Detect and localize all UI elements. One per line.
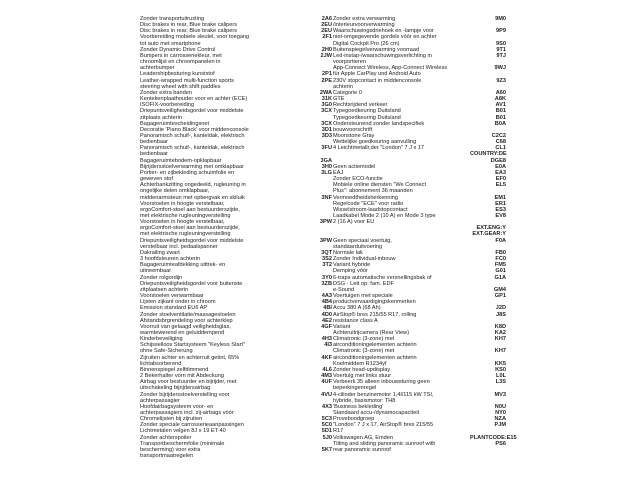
- left-option-label: Driepuntsveiligheidsgordel voor middelste: [140, 237, 244, 244]
- right-option-code: F0A: [495, 237, 506, 244]
- right-option-label: für Apple CarPlay und Android Auto: [333, 71, 421, 78]
- left-option-code: [296, 453, 332, 459]
- right-option-code: EF0: [495, 176, 506, 183]
- left-option-code: 4D0: [321, 311, 332, 318]
- right-option-label: Variant hybride: [333, 262, 371, 269]
- left-option-code: 4BI: [323, 305, 332, 312]
- right-option-label: 'Business bekleding': [333, 403, 384, 410]
- left-option-label: chroomlijst en chroompanelen in: [140, 59, 221, 66]
- left-option-label: Disc brakes in rear, Blue brake calipers: [140, 22, 237, 29]
- left-option-code: 2P1: [322, 71, 332, 78]
- left-option-label: Zijruiten achter en achterruit getint, 65%: [140, 354, 240, 361]
- left-option-label: Airbag voor bestuurder en bijrijder, met: [140, 379, 237, 386]
- right-option-label: Volkswagen AG, Emden: [333, 434, 394, 441]
- right-option-label: Standaard accu-/dynamocapaciteit: [333, 410, 420, 416]
- left-option-label: Lichtmetalen velgen 8J x 19 ET 40: [140, 428, 226, 435]
- left-codes: [296, 16, 332, 459]
- right-option-code: A8K: [494, 96, 506, 103]
- left-option-label: achterpassagiers incl. zij-airbags vóór: [140, 410, 234, 416]
- left-option-label: Chromelijsten bij zijruiten: [140, 416, 203, 423]
- right-option-code: FB0: [495, 249, 506, 256]
- right-option-label: Zonder ECO-functie: [333, 176, 383, 183]
- right-option-label: standaarduitvoering: [333, 243, 383, 250]
- left-option-code: 3CX: [321, 108, 332, 115]
- right-option-code: EV8: [495, 213, 506, 219]
- right-option-code: ES3: [495, 206, 506, 213]
- right-option-code: GM4: [493, 286, 506, 293]
- left-option-code: 4UF: [321, 379, 332, 386]
- right-option-code: KH7: [494, 348, 506, 355]
- left-option-label: Decoratie 'Piano Black' voor middenconsole: [140, 126, 249, 133]
- right-option-code: FC0: [495, 256, 506, 263]
- right-option-label: Koelmiddem R1234yf: [333, 360, 387, 367]
- left-option-label: steering wheel with shift paddles: [140, 83, 221, 90]
- right-option-label: Typegoedkeuring Duitsland: [333, 108, 401, 115]
- left-option-label: met elektrische rugleuningverstelling: [140, 213, 231, 219]
- right-option-code: G1A: [494, 274, 506, 281]
- left-option-label: Zonder transportuitrusting: [140, 16, 205, 22]
- left-option-label: Driepuntsveiligheidsgordel voor buitenste: [140, 280, 243, 287]
- right-option-code: FM5: [494, 262, 506, 269]
- right-option-label: Variant: [333, 323, 351, 330]
- right-option-code: C2C2: [491, 132, 506, 139]
- left-option-label: ergoComfort-stoel aan bestuurderszijde,: [140, 225, 240, 232]
- left-option-label: Leadershipbesturing kunststof: [140, 71, 215, 78]
- right-option-label: Voertuig met links stuur: [333, 373, 392, 380]
- right-option-code: EXT.ENG:Y: [476, 225, 506, 232]
- left-option-label: Zonder achterspoiler: [140, 434, 192, 441]
- left-option-label: warmtewerend en geluiddempend: [140, 329, 225, 336]
- right-option-code: N0U: [494, 403, 506, 410]
- left-option-code: 31K: [321, 96, 332, 103]
- left-option-label: Achterbankzitting ongedeeld, rugleuning in: [140, 182, 246, 189]
- left-option-label: Voorbereiding mobiele sleutel, voor toegang: [140, 34, 250, 41]
- right-option-label: App-Connect Wireless, App-Connect Wireless: [333, 65, 448, 72]
- left-option-label: Driepuntsveiligheidsgordel voor middelste: [140, 108, 244, 115]
- right-option-label: e-Sound: [333, 286, 355, 293]
- right-option-code: G01: [495, 268, 506, 275]
- left-option-code: 2F1: [322, 34, 332, 41]
- left-option-code: 4H3: [321, 336, 332, 343]
- left-option-code: 3S2: [322, 256, 332, 263]
- left-option-label: Bijrijdersstoelverwarming met omklapbaar: [140, 163, 244, 170]
- right-codes: [470, 16, 517, 453]
- left-option-label: Kentekenplaathouder voor en achter (ECE): [140, 96, 248, 103]
- right-option-code: C68: [495, 139, 506, 146]
- left-option-label: Bumpers in carrosseriekleur, met: [140, 52, 222, 59]
- right-option-label: Accu 380 A (68 Ah): [333, 305, 381, 312]
- left-option-code: 3D1: [321, 126, 332, 133]
- left-option-code: 2A6: [321, 16, 332, 22]
- left-option-label: Zonder rolgordijn: [140, 274, 183, 281]
- right-option-label: Geen speciaal voertuig,: [333, 237, 392, 244]
- left-option-label: bedienbaar: [140, 139, 168, 146]
- right-option-label: 6-traps automatische versnellingsbak of: [333, 274, 432, 281]
- right-option-code: A60: [495, 89, 506, 96]
- left-option-code: 3PW: [319, 237, 332, 244]
- right-option-label: Rechtsrijdend verkeer: [333, 102, 388, 109]
- right-option-label: Zonder head-updisplay: [333, 366, 391, 373]
- right-option-code: PS6: [495, 440, 506, 447]
- right-option-label: Laadkabel Mode 2 (10 A) en Mode 3 type: [333, 213, 436, 219]
- left-option-label: Disc brakes in rear, Blue brake calipers: [140, 28, 237, 35]
- right-option-code: L0L: [496, 373, 506, 380]
- left-option-label: middenarmsteun met opbergvak en skiluik: [140, 194, 245, 201]
- right-option-code: [470, 447, 506, 453]
- left-option-label: tot auto met smartphone: [140, 40, 201, 47]
- left-option-code: 3ZB: [321, 280, 332, 287]
- left-option-label: uitneembaar: [140, 268, 172, 275]
- left-labels: [140, 16, 320, 459]
- right-option-code: EM1: [494, 194, 506, 201]
- left-option-label: Bagageruimtebodem-opklapbaar: [140, 157, 222, 164]
- left-option-label: 3 hoofdsteunen achterin: [140, 256, 201, 263]
- left-option-code: 4B4: [321, 299, 332, 306]
- left-option-label: Zonder Dynamic Drive Control: [140, 46, 216, 53]
- left-option-code: 4VU: [321, 391, 332, 398]
- left-option-code: 3T2: [322, 262, 332, 269]
- right-option-code: PLANTCODE:E15: [470, 434, 517, 441]
- right-option-label: 4-cilinder benzinemotor 1,4l/115 kW TSI,: [333, 391, 434, 398]
- right-option-label: 4 Leichtmetallr,der "London" 7 J x 17: [333, 145, 425, 152]
- right-option-label: GTE: [333, 96, 345, 103]
- right-option-label: Wettelijke goedkeuring aanvulling: [333, 139, 417, 146]
- left-option-code: 2JW: [320, 52, 332, 59]
- right-option-code: 9S0: [496, 40, 506, 47]
- left-option-label: Kinderbeveiliging: [140, 336, 183, 343]
- right-option-code: 9WJ: [494, 65, 506, 72]
- right-option-label: EAJ: [333, 169, 344, 176]
- right-option-code: EA3: [495, 169, 506, 176]
- left-option-code: 4L6: [322, 366, 332, 373]
- left-option-label: achterpassagier: [140, 397, 180, 404]
- right-option-label: Vermoedtheidsherkenning: [333, 194, 398, 201]
- left-option-label: met elektrische rugleuningverstelling: [140, 231, 231, 238]
- left-option-code: 3FU: [321, 145, 332, 152]
- left-option-label: Afstandsbrgrendeling voor achterklep: [140, 317, 233, 324]
- left-option-label: zitplaats achterin: [140, 114, 182, 121]
- right-option-label: hybride, basismotor: TH8: [333, 397, 396, 404]
- left-option-label: bescherming) voor extra: [140, 446, 201, 453]
- left-option-label: Voorstoelen in hoogte verstelbaar,: [140, 200, 225, 207]
- right-option-label: resistance class A: [333, 317, 378, 324]
- left-option-code: 3PW: [319, 219, 332, 226]
- left-option-code: 3GA: [320, 157, 332, 164]
- right-option-label: Ondersteunend zonder landspecifiek: [333, 120, 425, 127]
- right-option-code: J2D: [495, 305, 506, 312]
- right-option-code: EXT.GEAR:Y: [472, 231, 506, 238]
- right-option-code: 9M0: [495, 16, 506, 22]
- right-option-label: airconditioningelementen achterin: [333, 354, 417, 361]
- right-option-label: niet-omgegevende gordels vóór en achter: [333, 34, 437, 41]
- right-option-label: Digital Cockpit Pro (26 cm): [333, 40, 400, 47]
- right-option-label: "London" 7 J x 17, AirStop® bres 215/55: [333, 422, 434, 429]
- right-option-label: Climatronic (3-zone) met: [333, 348, 395, 355]
- left-option-code: 4X3: [322, 403, 332, 410]
- right-option-code: PJM: [494, 422, 506, 429]
- right-option-code: 9T1: [496, 46, 506, 53]
- right-option-label: Achteruitrijcamera (Rear View): [333, 329, 410, 336]
- right-option-code: L3S: [495, 379, 506, 386]
- right-option-label: Plus": abonnement 36 maanden: [333, 188, 413, 195]
- right-option-code: B01: [495, 114, 506, 121]
- right-option-code: ER1: [495, 200, 506, 207]
- right-option-label: R17: [333, 428, 344, 435]
- right-option-label: Zonder extra verwarming: [333, 16, 396, 22]
- left-option-code: 5J0: [322, 434, 332, 441]
- left-option-label: Hoofdairbagsysteem voor- en: [140, 403, 214, 410]
- right-option-code: KA2: [494, 329, 506, 336]
- right-option-label: voorportieren: [333, 59, 366, 66]
- right-option-code: 9P9: [496, 28, 506, 35]
- left-option-label: Panoramisch schuif-, kanteldak, elektrisch: [140, 132, 245, 139]
- left-option-label: uitschakeling bijrijdersairbag: [140, 385, 211, 392]
- right-option-label: Verbeerk 35 alleen inbouwsturing geen: [333, 379, 430, 386]
- right-option-code: NZA: [494, 416, 506, 423]
- right-option-code: 9TJ: [496, 52, 506, 59]
- left-option-code: 3CX: [321, 120, 332, 127]
- left-option-label: Schijsselloos Startsysteem "Keyless Start": [140, 342, 246, 349]
- left-option-label: Zonder extra banden: [140, 89, 192, 96]
- left-option-label: geweven stof: [140, 176, 173, 183]
- left-option-label: Leather-wrapped multi-function sports: [140, 77, 234, 84]
- left-option-label: Lijsten zijkant onder in chroom: [140, 299, 216, 306]
- right-option-code: B01: [495, 108, 506, 115]
- right-option-label: Wisselstroom-laadstopcontact: [333, 206, 408, 213]
- left-option-label: zitplaatsen achterin: [140, 286, 189, 293]
- left-option-code: 2H0: [321, 46, 332, 53]
- left-option-code: 5C0: [321, 422, 332, 429]
- left-option-code: 3Y0: [322, 274, 332, 281]
- right-option-code: NY0: [495, 410, 506, 416]
- left-option-label: transportmaatregelen: [140, 453, 194, 460]
- right-option-label: airconditioningelementen achterin: [333, 342, 417, 349]
- left-option-code: 4M3: [321, 373, 332, 380]
- right-option-label: DSG - Lett op: fam. EDF: [333, 280, 394, 287]
- right-option-label: Proveboodgroep: [333, 416, 375, 423]
- right-option-label: 230V stopcontact in middenconsole: [333, 77, 422, 84]
- left-option-code: 3H0: [321, 163, 332, 170]
- left-option-label: Voorruit van gelaagd veiligheidsglas,: [140, 323, 231, 330]
- left-option-label: lichtabsorberend: [140, 360, 182, 367]
- left-option-label: Dakrailing zwart: [140, 249, 180, 256]
- right-option-code: B0A: [494, 120, 506, 127]
- right-option-label: bouwvoorschrift: [333, 126, 373, 133]
- right-labels: [333, 16, 468, 453]
- left-option-label: Zonder stoelventilatie/massagestoelen: [140, 311, 236, 318]
- left-option-label: ergoComfort-stoel aan bestuurderszijde,: [140, 206, 240, 213]
- left-option-code: 3G0: [321, 102, 332, 109]
- left-option-label: Transportbeschermfolie (minimale: [140, 440, 225, 447]
- right-option-code: 9Z3: [496, 77, 506, 84]
- right-option-code: E0A: [495, 163, 506, 170]
- right-option-label: Buitenspiegelverwarming voorraad: [333, 46, 420, 53]
- right-option-label: 2 (16 A) voor EU: [333, 219, 375, 226]
- right-option-label: /interieurvoorverwarming: [333, 22, 395, 29]
- left-option-label: Voorstoelen in hoogte verstelbaar,: [140, 219, 225, 226]
- left-option-code: 3D3: [321, 132, 332, 139]
- right-option-label: Zonder Individual-inbouw: [333, 256, 396, 263]
- right-option-label: Climatronic (3-zone) met: [333, 336, 395, 343]
- right-option-code: KH7: [494, 336, 506, 343]
- right-option-label: rear panoramic sunroof: [333, 446, 391, 453]
- left-option-label: achterbumper: [140, 65, 175, 72]
- left-option-code: 2PE: [321, 77, 332, 84]
- left-option-label: bedienbaar: [140, 151, 168, 158]
- right-option-code: EL5: [495, 182, 506, 189]
- left-option-label: ongelijke delen omklapbaar,: [140, 188, 210, 195]
- left-option-label: Binnenspiegel zelfdimmend: [140, 366, 209, 373]
- right-option-code: J8S: [496, 311, 506, 318]
- left-option-code: 3LG: [321, 169, 332, 176]
- right-option-code: DGE8: [490, 157, 506, 164]
- right-option-label: achterin: [333, 83, 353, 90]
- left-option-code: 5K7: [321, 446, 332, 453]
- left-option-label: ohne Safe-Sicherung: [140, 348, 193, 355]
- left-option-label: Zonder speciale carrosserieaanpassingen: [140, 422, 244, 429]
- left-option-label: Emission standard EU6 AP: [140, 305, 208, 312]
- right-option-label: Waarschuwingsdriehoek en -lampje voor: [333, 28, 434, 35]
- right-option-code: AV1: [495, 102, 506, 109]
- right-option-label: Categorie 0: [333, 89, 362, 96]
- right-option-label: Led-instap-/waarschuwingsverlichting in: [333, 52, 432, 59]
- right-option-label: AirStop® bres 215/55 R17, rolling: [333, 311, 417, 318]
- right-option-label: Voertuigen met speciale: [333, 293, 393, 300]
- left-option-code: 5C3: [321, 416, 332, 423]
- right-option-label: productvervaardigingskenmerken: [333, 299, 416, 306]
- right-option-code: K8D: [494, 323, 506, 330]
- right-option-label: Demping vóór: [333, 268, 368, 275]
- left-option-code: 5D1: [321, 428, 332, 435]
- left-option-label: Bagageruimtescheidingsnet: [140, 120, 210, 127]
- right-option-code: CL1: [495, 145, 506, 152]
- left-option-code: 4GF: [321, 323, 332, 330]
- left-option-code: 4A3: [321, 293, 332, 300]
- left-option-label: Panoramisch schuif-, kanteldak, elektrisch: [140, 145, 245, 152]
- left-option-code: 2EU: [321, 22, 332, 29]
- right-option-code: KS0: [495, 366, 506, 373]
- left-option-label: Bagageruimteafdekking uittrek- en: [140, 262, 226, 269]
- right-option-code: MV3: [494, 391, 506, 398]
- left-option-code: 4KF: [321, 354, 332, 361]
- right-option-code: KK5: [494, 360, 506, 367]
- right-option-code: GP1: [494, 293, 506, 300]
- right-option-code: COUNTRY:DE: [470, 151, 507, 158]
- left-option-label: Zonder bijrijdersstoelverstelling voor: [140, 391, 230, 398]
- right-option-label: Normale lak: [333, 249, 363, 256]
- right-option-label: beperkingenregel: [333, 385, 377, 392]
- left-option-code: 4E2: [322, 317, 332, 324]
- left-option-label: 2 Bekerhalter vorn mit Abdeckung: [140, 373, 224, 380]
- right-option-label: Moonstone Gray: [333, 132, 375, 139]
- left-option-label: Voorstoelen verwarmbaar: [140, 293, 204, 300]
- left-option-code: 4I3: [324, 342, 332, 349]
- right-option-label: Tilting and sliding panoramic sunroof with: [333, 440, 436, 447]
- left-option-label: verstelbaar incl. pedaalspanner: [140, 243, 218, 250]
- left-option-code: 2EU: [321, 28, 332, 35]
- left-option-code: 3NF: [321, 194, 332, 201]
- left-option-label: Portier- en zijbekleding schuimfolie en: [140, 169, 235, 176]
- left-option-label: ISOFIX-voorbereiding: [140, 102, 195, 109]
- left-option-code: 3QT: [321, 249, 332, 256]
- left-option-code: 2WA: [319, 89, 332, 96]
- right-option-label: Typegoedkeuring Duitsland: [333, 114, 401, 121]
- right-option-label: Regelcode "ECE" voor radio: [333, 200, 404, 207]
- right-option-label: Geen actiemodel: [333, 163, 376, 170]
- right-option-label: Mobiele online diensten "We Connect: [333, 182, 426, 189]
